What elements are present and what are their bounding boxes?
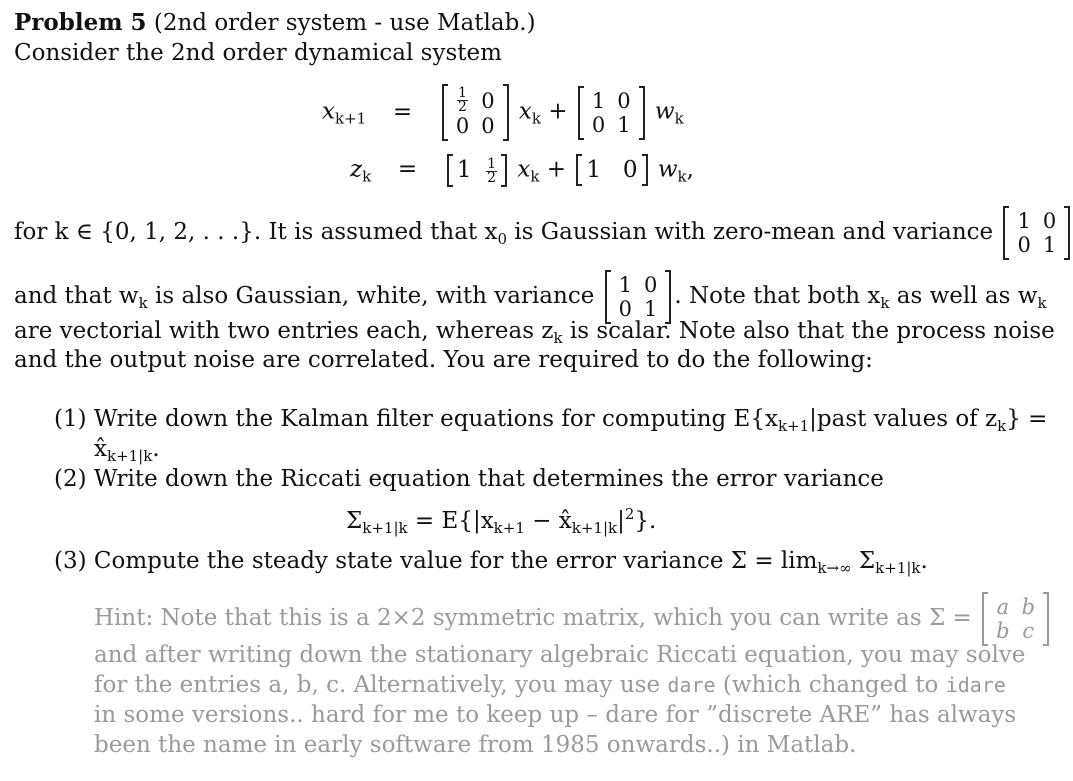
para3-sub: k	[553, 329, 563, 347]
matrix-cell: 1	[1042, 233, 1057, 257]
eq2-var2: w	[657, 156, 678, 183]
matrix-A-cell: 0	[455, 114, 470, 138]
output-equation	[350, 156, 694, 185]
paragraph-line-3	[14, 316, 1055, 346]
task-item-1-line2	[94, 434, 160, 464]
code-idare: idare	[945, 673, 1006, 697]
para1-sub: 0	[497, 230, 507, 248]
eq1-lhs: x	[322, 98, 335, 125]
item2-text: Write down the Riccati equation that determines the error variance	[93, 466, 884, 492]
para2-sub-d: k	[1037, 294, 1047, 312]
hint-line-2: and after writing down the stationary algebraic Riccati equation, you may solve	[94, 642, 1026, 668]
item3-number: (3)	[54, 548, 87, 574]
item1-xhat-tail: .	[152, 436, 160, 462]
item1-sub2: k	[997, 417, 1007, 435]
hint-text-1: Hint: Note that this is a 2×2 symmetric matrix, which you can write as Σ =	[94, 605, 972, 631]
para1-text-a: for k ∈ {0, 1, 2, . . .}. It is assumed that x	[14, 219, 498, 245]
matrix-cell: b	[1021, 595, 1036, 619]
matrix-cell: c	[1022, 619, 1035, 643]
para2-text-d: as well as w	[889, 283, 1038, 309]
para3-tail: is scalar. Note also that the process noise	[562, 318, 1055, 344]
para3-text: are vectorial with two entries each, whereas z	[14, 318, 554, 344]
eq2-var1: x	[517, 156, 531, 183]
item1-xhat: x̂	[94, 436, 107, 462]
matrix-cell: 1	[644, 297, 658, 321]
matrix-cell: a	[996, 595, 1010, 619]
eq-mid2: − x̂	[524, 508, 572, 534]
matrix-A-cell: $\frac{1}{2}$	[458, 85, 467, 115]
paragraph-line-4: and the output noise are correlated. You are required to do the following:	[14, 347, 873, 373]
task-item-2	[54, 464, 884, 494]
hint-text-3b: (which changed to	[715, 672, 946, 698]
matrix-C-cell-frac: $\frac{1}{2}$	[487, 155, 497, 186]
para1-text-b: is Gaussian with zero-mean and variance	[507, 219, 994, 245]
item3-sub2: k+1|k	[875, 559, 921, 577]
matrix-B-cell: 0	[617, 88, 631, 113]
matrix-C-cell: 1	[456, 157, 472, 183]
item3-sub: k→∞	[817, 559, 852, 577]
item1-xhat-sub: k+1|k	[106, 447, 153, 465]
para2-text-c: . Note that both x	[674, 283, 881, 309]
hint-text-3a: for the entries a, b, c. Alternatively, you may use	[94, 672, 668, 698]
task-item-1	[54, 404, 1047, 434]
eq2-lhs-sub: k	[362, 167, 372, 186]
matrix-cell: 1	[1017, 209, 1031, 233]
sigma-symbol: Σ	[346, 508, 363, 534]
item1-number: (1)	[54, 406, 87, 432]
matrix-A-cell: 0	[481, 88, 495, 113]
state-equation	[322, 86, 684, 139]
matrix-cell: 0	[644, 273, 658, 297]
eq1-var2-sub: k	[674, 109, 684, 128]
matrix-A-cell: 0	[481, 114, 495, 138]
item3-text3: .	[920, 548, 928, 574]
matrix-cell: 0	[1042, 209, 1057, 233]
matrix-C	[447, 156, 507, 185]
task-item-3	[54, 546, 928, 576]
eq1-lhs-sub: k+1	[334, 109, 367, 128]
item3-text2: Σ	[851, 548, 876, 574]
eq1-var1: x	[518, 98, 532, 125]
eq2-equals: =	[397, 156, 418, 183]
matrix-cell: 0	[1017, 233, 1031, 257]
item1-sub: k+1	[777, 417, 810, 435]
hint-line-4: in some versions.. hard for me to keep up – dare for ”discrete ARE” has always	[94, 702, 1017, 728]
para2-sub-c: k	[880, 294, 890, 312]
item3-text: Compute the steady state value for the error variance Σ = lim	[93, 548, 818, 574]
paragraph-line-2	[14, 272, 1047, 322]
eq2-tail: ,	[686, 156, 694, 183]
eq2-var2-sub: k	[677, 167, 687, 186]
eq1-var2: w	[654, 98, 675, 125]
code-dare: dare	[667, 673, 716, 697]
eq-sup: 2	[624, 505, 635, 523]
matrix-B	[578, 88, 645, 138]
paragraph-line-1	[14, 208, 1073, 258]
problem-title	[14, 8, 536, 38]
eq-end: }.	[634, 508, 657, 534]
eq-tail: |	[617, 508, 625, 534]
matrix-B-cell: 1	[591, 88, 606, 113]
item1-text3: } =	[1006, 406, 1048, 432]
matrix-A	[442, 86, 509, 139]
eq-sub2: k+1	[493, 519, 525, 537]
problem-number: Problem 5	[14, 9, 147, 36]
problem-subtitle: (2nd order system - use Matlab.)	[146, 10, 536, 36]
matrix-B-cell: 1	[617, 112, 631, 137]
sigma-sub: k+1|k	[362, 519, 408, 537]
item1-text2: |past values of z	[809, 406, 998, 432]
matrix-cell: 1	[618, 273, 632, 297]
matrix-B-cell: 0	[591, 112, 606, 137]
intro-text: Consider the 2nd order dynamical system	[14, 40, 502, 66]
eq2-lhs: z	[350, 156, 363, 183]
variance-matrix-x0	[1003, 208, 1070, 258]
variance-matrix-w	[605, 272, 672, 322]
hint-line-3	[94, 670, 1006, 700]
matrix-cell: b	[996, 619, 1010, 643]
eq1-equals: =	[392, 98, 413, 125]
riccati-error-equation	[346, 506, 656, 536]
eq2-plus: +	[546, 156, 567, 183]
matrix-D	[576, 156, 647, 184]
hint-line-1	[94, 594, 1052, 644]
eq2-var1-sub: k	[530, 167, 540, 186]
matrix-D-cell: 0	[622, 157, 638, 184]
eq-sub3: k+1|k	[571, 519, 618, 537]
matrix-D-cell: 1	[586, 157, 601, 184]
para2-text-a: and that w	[14, 283, 139, 309]
eq1-plus: +	[548, 98, 568, 125]
sigma-matrix	[982, 594, 1049, 644]
matrix-cell: 0	[618, 297, 632, 321]
hint-line-5: been the name in early software from 1985 onwards..) in Matlab.	[94, 732, 857, 758]
item1-text: Write down the Kalman filter equations for computing E{x	[93, 406, 778, 432]
item2-number: (2)	[54, 466, 87, 492]
para2-sub-a: k	[138, 294, 148, 312]
para2-text-b: is also Gaussian, white, with variance	[147, 283, 595, 309]
eq1-var1-sub: k	[531, 109, 541, 128]
eq-mid: = E{|x	[407, 508, 494, 534]
